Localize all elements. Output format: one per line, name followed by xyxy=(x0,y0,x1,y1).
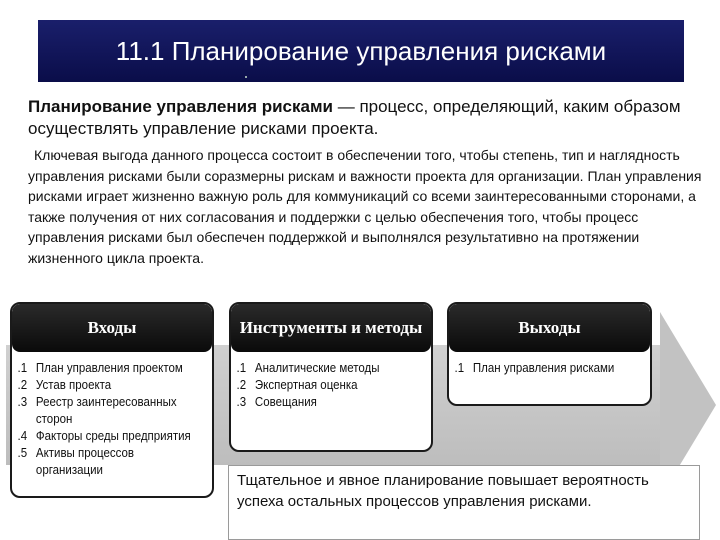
slide-title: 11.1 Планирование управления рисками xyxy=(115,35,607,66)
list-item-text: сторон xyxy=(35,412,73,426)
list-item-text: Совещания xyxy=(254,395,317,409)
tools-list xyxy=(231,352,415,411)
list-item-number: .4 xyxy=(17,429,28,443)
definition-text xyxy=(28,96,714,140)
benefit-paragraph-text: Ключевая выгода данного процесса состоит в обеспечении того, чтобы степень, тип и наглядность управления рисками были соразмерны рискам и важности проекта для организации. План управления рисками играет жизненно важную роль для коммуникаций со всеми заинтересованными сторонами, а также получения от них согласования и поддержки с целью обеспечения того, чтобы процесс управления рисками был обеспечен поддержкой и выполнялся результативно на протяжении жизненного цикла проекта. xyxy=(28,147,702,266)
list-item-number xyxy=(18,411,36,428)
list-item xyxy=(18,428,193,445)
outputs-header: Выходы xyxy=(449,304,650,352)
inputs-header: Входы xyxy=(12,304,212,352)
note-box xyxy=(228,465,700,540)
list-item-number: .2 xyxy=(236,378,247,392)
inputs-list xyxy=(12,352,196,479)
list-item-number: .1 xyxy=(17,361,28,375)
list-item-text: Реестр заинтересованных xyxy=(35,395,177,409)
list-item-number: .5 xyxy=(17,446,28,460)
list-item-number: .2 xyxy=(17,378,28,392)
decorative-dot xyxy=(245,76,247,78)
list-item xyxy=(18,360,193,377)
list-item-number: .1 xyxy=(236,361,247,375)
list-item xyxy=(18,377,193,394)
list-item xyxy=(18,394,193,411)
tools-panel xyxy=(229,302,433,452)
list-item-text: Факторы среды предприятия xyxy=(35,429,191,443)
list-item-number: .3 xyxy=(17,395,28,409)
list-item-number: .3 xyxy=(236,395,247,409)
benefit-paragraph xyxy=(28,145,718,269)
list-item-text: Активы процессов организации xyxy=(35,446,135,477)
list-item-number: .1 xyxy=(454,361,465,375)
tools-header: Инструменты и методы xyxy=(231,304,431,352)
list-item-text: Экспертная оценка xyxy=(254,378,358,392)
note-text: Тщательное и явное планирование повышает вероятность успеха остальных процессов управления рисками. xyxy=(237,472,649,510)
list-item-text: Устав проекта xyxy=(35,378,112,392)
list-item xyxy=(18,445,193,479)
list-item xyxy=(18,411,193,428)
slide-title-banner xyxy=(38,20,684,82)
list-item-text: Аналитические методы xyxy=(254,361,380,375)
list-item xyxy=(237,394,412,411)
outputs-list xyxy=(449,352,634,377)
definition-rest: — процесс, определяющий, каким образом осуществлять управление рисками проекта. xyxy=(28,97,681,138)
list-item xyxy=(237,360,412,377)
list-item-text: План управления проектом xyxy=(35,361,183,375)
list-item-text: План управления рисками xyxy=(472,361,615,375)
list-item xyxy=(455,360,631,377)
outputs-panel xyxy=(447,302,652,406)
list-item xyxy=(237,377,412,394)
inputs-panel xyxy=(10,302,214,498)
definition-term: Планирование управления рисками xyxy=(28,97,333,116)
